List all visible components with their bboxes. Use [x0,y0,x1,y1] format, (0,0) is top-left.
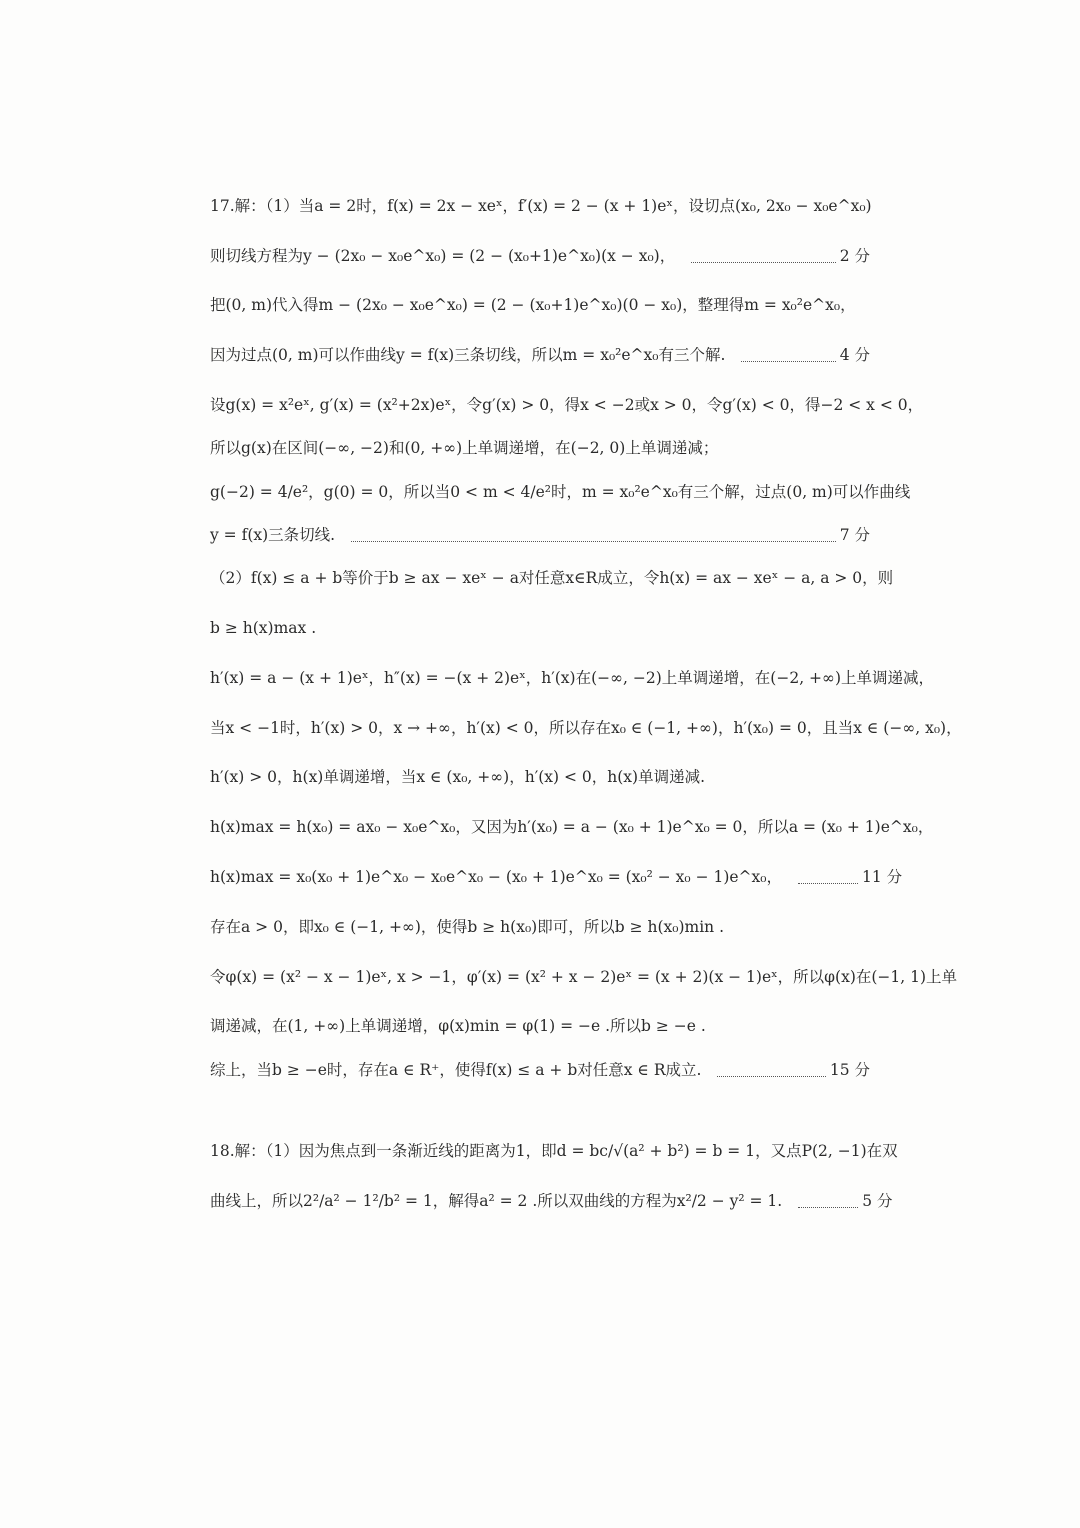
p17-line-1 [210,195,870,217]
p17-line-1-text: 17.解：（1）当a = 2时，f(x) = 2x − xeˣ，f′(x) = 2 − (x + 1)eˣ，设切点(x₀, 2x₀ − x₀e^x₀) [210,197,872,215]
score-label: 5 分 [862,1192,893,1210]
p17-line-12 [210,717,962,739]
leader-dots [691,250,835,263]
p17-line-18-text: 调递减，在(1, +∞)上单调递增，φ(x)min = φ(1) = −e .所以b ≥ −e . [210,1017,706,1035]
p17-line-15-text: h(x)max = x₀(x₀ + 1)e^x₀ − x₀e^x₀ − (x₀ + 1)e^x₀ = (x₀² − x₀ − 1)e^x₀， [210,868,783,886]
p17-line-16 [210,916,870,938]
p17-line-9 [210,567,894,589]
p17-line-16-text: 存在a > 0，即x₀ ∈ (−1, +∞)，使得b ≥ h(x₀)即可，所以b ≥ h(x₀)min . [210,918,725,936]
p17-line-2 [210,245,870,267]
score-label: 15 分 [829,1061,870,1079]
p18-line-2 [210,1190,893,1212]
leader-dots [351,529,836,542]
p17-line-11 [210,667,934,689]
p17-line-17 [210,966,958,988]
p17-line-7-text: g(−2) = 4/e²，g(0) = 0，所以当0 < m < 4/e²时，m = x₀²e^x₀有三个解，过点(0, m)可以作曲线 [210,483,911,501]
p17-line-19 [210,1059,870,1081]
p17-line-6 [210,437,870,459]
p17-line-14 [210,816,934,838]
p17-line-17-text: 令φ(x) = (x² − x − 1)eˣ, x > −1，φ′(x) = (x² + x − 2)eˣ = (x + 2)(x − 1)eˣ，所以φ(x)在(−1, 1)上单 [210,968,958,986]
score-label: 2 分 [839,247,870,265]
leader-dots [717,1064,825,1077]
p17-line-13-text: h′(x) > 0，h(x)单调递增，当x ∈ (x₀, +∞)，h′(x) < 0，h(x)单调递减. [210,768,706,786]
p17-line-13 [210,766,870,788]
leader-dots [798,1195,858,1208]
p17-line-5 [210,394,924,416]
p17-line-5-text: 设g(x) = x²eˣ, g′(x) = (x²+2x)eˣ，令g′(x) > 0，得x < −2或x > 0，令g′(x) < 0，得−2 < x < 0， [210,396,924,414]
p17-line-4-text: 因为过点(0, m)可以作曲线y = f(x)三条切线，所以m = x₀²e^x₀有三个解. [210,346,726,364]
score-label: 7 分 [839,526,870,544]
p17-line-14-text: h(x)max = h(x₀) = ax₀ − x₀e^x₀，又因为h′(x₀) = a − (x₀ + 1)e^x₀ = 0，所以a = (x₀ + 1)e^x₀， [210,818,934,836]
p17-line-11-text: h′(x) = a − (x + 1)eˣ，h″(x) = −(x + 2)eˣ，h′(x)在(−∞, −2)上单调递增，在(−2, +∞)上单调递减， [210,669,934,687]
p17-line-18 [210,1015,870,1037]
p17-line-3 [210,294,870,316]
p17-line-7 [210,481,911,503]
p17-line-10 [210,617,870,639]
p17-line-9-text: （2）f(x) ≤ a + b等价于b ≥ ax − xeˣ − a对任意x∈R成立，令h(x) = ax − xeˣ − a, a > 0，则 [210,569,894,587]
score-label: 4 分 [839,346,870,364]
p18-line-1 [210,1140,898,1162]
p17-line-15 [210,866,903,888]
score-label: 11 分 [862,868,903,886]
leader-dots [798,871,858,884]
p17-line-12-text: 当x < −1时，h′(x) > 0，x → +∞，h′(x) < 0，所以存在x₀ ∈ (−1, +∞)，h′(x₀) = 0，且当x ∈ (−∞, x₀)， [210,719,962,737]
p17-line-6-text: 所以g(x)在区间(−∞, −2)和(0, +∞)上单调递增，在(−2, 0)上单调递减； [210,439,719,457]
p18-line-2-text: 曲线上，所以2²/a² − 1²/b² = 1，解得a² = 2 .所以双曲线的方程为x²/2 − y² = 1. [210,1192,783,1210]
p17-line-8-text: y = f(x)三条切线. [210,526,336,544]
p17-line-19-text: 综上，当b ≥ −e时，存在a ∈ R⁺，使得f(x) ≤ a + b对任意x ∈ R成立. [210,1061,702,1079]
p17-line-2-text: 则切线方程为y − (2x₀ − x₀e^x₀) = (2 − (x₀+1)e^x₀)(x − x₀)， [210,247,676,265]
p17-line-10-text: b ≥ h(x)max . [210,619,317,637]
leader-dots [741,349,835,362]
p17-line-4 [210,344,870,366]
p17-line-8 [210,524,870,546]
p18-line-1-text: 18.解：（1）因为焦点到一条渐近线的距离为1，即d = bc/√(a² + b²) = b = 1，又点P(2, −1)在双 [210,1142,898,1160]
p17-line-3-text: 把(0, m)代入得m − (2x₀ − x₀e^x₀) = (2 − (x₀+1)e^x₀)(0 − x₀)，整理得m = x₀²e^x₀， [210,296,856,314]
